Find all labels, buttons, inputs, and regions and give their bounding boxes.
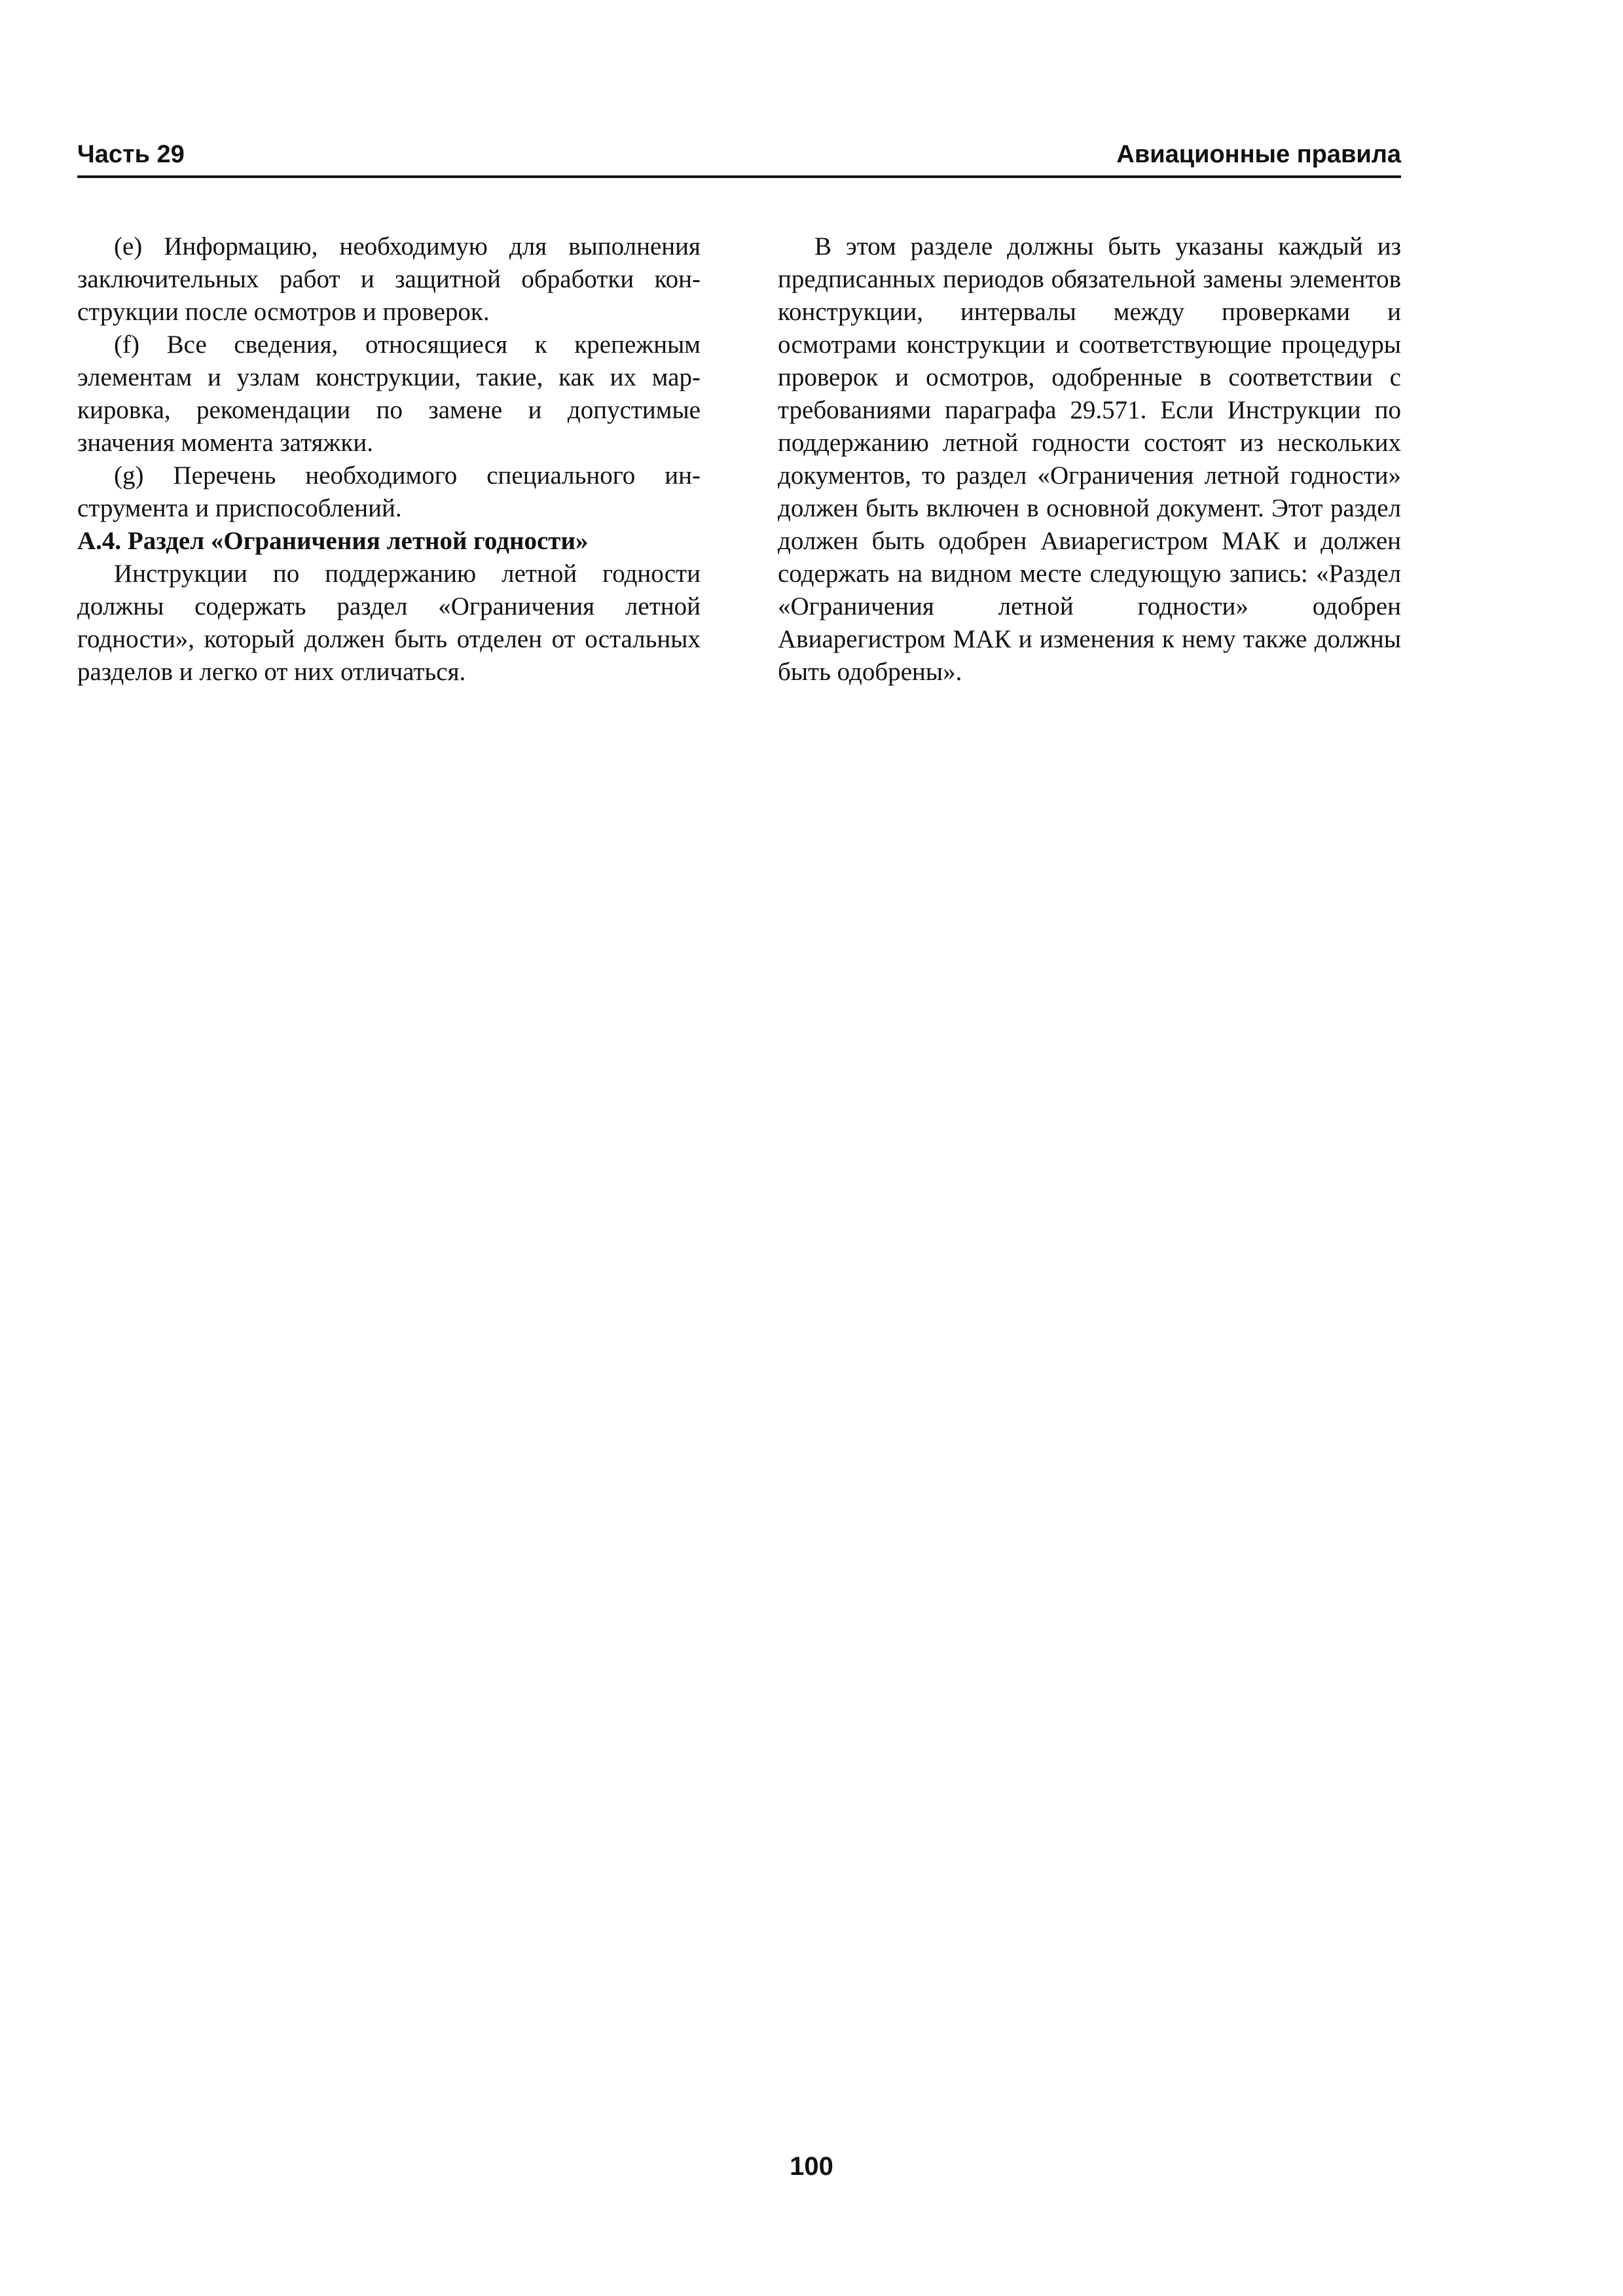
paragraph-e: (e) Информацию, необходимую для выполнения заключительных работ и защитной обработки конструкции после осмотров и проверок.: [77, 232, 701, 326]
section-paragraph: Инструкции по поддержанию летной годности должны содержать раздел «Ограничения летной годности», который должен быть отделен от остальных разделов и легко от них отличаться.: [77, 560, 701, 686]
left-column: [77, 230, 701, 689]
running-header: [77, 134, 1401, 178]
header-document-title: Авиационные правила: [1116, 141, 1401, 168]
header-part-label: Часть 29: [77, 141, 185, 168]
paragraph-g: (g) Перечень необходимого специального инструмента и приспособлений.: [77, 461, 701, 522]
right-paragraph: В этом разделе должны быть указаны каждый из предписанных периодов обязательной замены элементов конструкции, интервалы между проверками и осмотрами конструкции и соответствующие процедуры проверок и осмотров, одобренные в соответствии с требованиями параграфа 29.571. Если Инструкции по поддержанию летной годности состоят из нескольких документов, то раздел «Ограничения летной годности» должен быть включен в основной документ. Этот раздел должен быть одобрен Авиарегистром МАК и должен содержать на видном месте следующую запись: «Раздел «Ограничения летной годности» одобрен Авиарегистром МАК и изменения к нему также должны быть одобрены».: [778, 232, 1401, 686]
right-column: [778, 230, 1401, 689]
paragraph-f: (f) Все сведения, относящиеся к крепежным элементам и узлам конструкции, такие, как их маркировка, рекомендации по замене и допустимые значения момента затяжки.: [77, 331, 701, 457]
section-heading: A.4. Раздел «Ограничения летной годности»: [77, 527, 589, 555]
page-number: 100: [790, 2152, 833, 2181]
